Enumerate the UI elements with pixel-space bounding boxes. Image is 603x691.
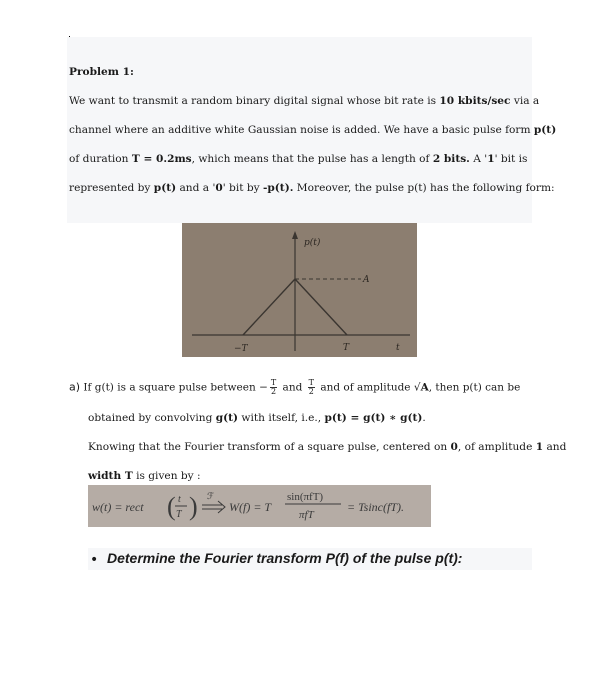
formula-right-paren: ) [189,492,198,521]
formula-left-paren: ( [167,492,176,521]
sinc-denominator: πfT [299,509,314,521]
fourier-symbol: ℱ [207,491,215,501]
problem-title: Problem 1: [69,66,134,78]
formula-rhs: = Tsinc(fT). [347,500,404,514]
formula-W-f: W(f) = T [229,500,272,514]
rect-arg-denominator: T [176,509,182,520]
problem-paragraph-line-3: of duration T = 0.2ms, which means that the pulse has a length of 2 bits. A '1' bit is [69,153,528,165]
minus-T-over-2: $\frac{T}{2}$ [270,378,277,396]
amplitude-axis-arrow [292,231,298,239]
arrow-head [218,501,225,513]
formula-lhs: w(t) = rect [92,500,144,514]
part-a-line-3: Knowing that the Fourier transform of a square pulse, centered on 0, of amplitude 1 and [88,441,567,453]
pulse-falling-edge [295,279,347,335]
rect-arg-numerator: t [178,494,181,505]
T-tick-label: T [343,343,350,353]
part-a-line-1: a) If g(t) is a square pulse between − $\frac{T}{2}$ and $\frac{T}{2}$ and of amplitude √A, then p(t) can be [69,378,521,396]
sinc-numerator: sin(πfT) [287,491,324,503]
task-text: Determine the Fourier transform P(f) of the pulse p(t): [107,550,463,566]
problem-paragraph-line-2: channel where an additive white Gaussian noise is added. We have a basic pulse form p(t) [69,124,557,136]
problem-paragraph-line-1: We want to transmit a random binary digital signal whose bit rate is 10 kbits/sec via a [69,95,540,107]
amplitude-label: A [363,275,370,285]
part-a-line-2: obtained by convolving g(t) with itself, i.e., p(t) = g(t) ∗ g(t). [88,412,426,424]
problem-paragraph-line-4: represented by p(t) and a '0' bit by -p(t). Moreover, the pulse p(t) has the following form: [69,182,555,194]
part-a-label: a) [69,380,81,394]
T-over-2: $\frac{T}{2}$ [308,378,314,396]
bullet-marker: • [90,552,99,568]
formula-drawing [88,485,431,527]
task-bullet-item [88,548,532,570]
part-a-line-4: width T is given by : [88,470,201,482]
pulse-figure [182,223,417,357]
neg-T-tick-label: −T [234,344,248,354]
t-axis-label: t [396,343,400,353]
p-t-axis-label: p(t) [304,238,321,248]
pulse-plot [182,223,417,357]
fourier-transform-formula [88,485,431,527]
pulse-rising-edge [243,279,295,335]
